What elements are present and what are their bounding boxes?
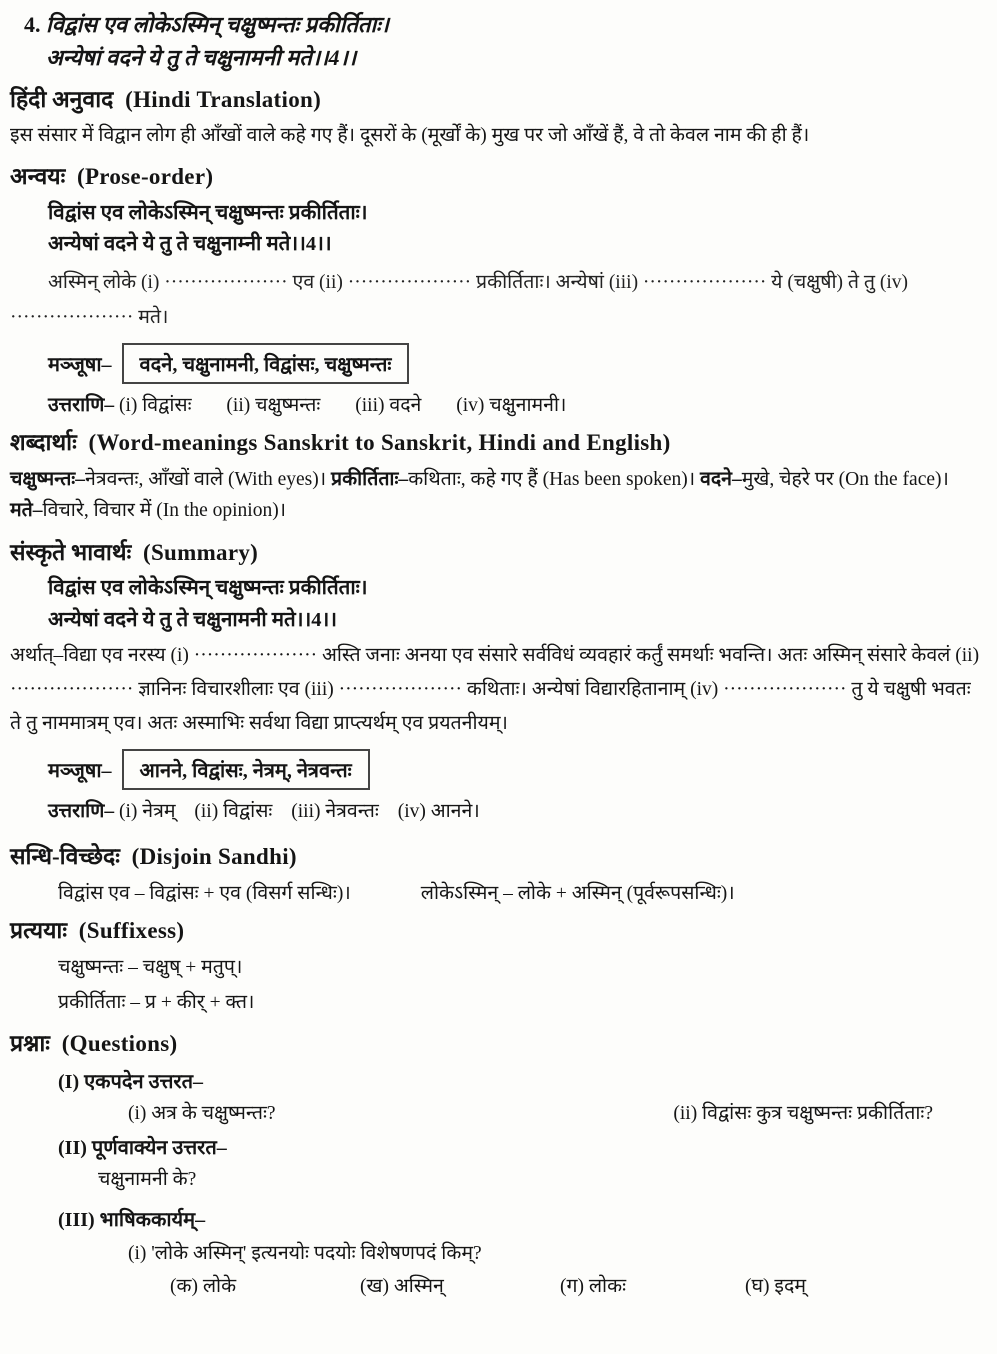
hindi-translation-body: इस संसार में विद्वान लोग ही आँखों वाले कहे गए हैं। दूसरों के (मूर्खों के) मुख पर जो आँखें हैं, वे तो केवल नाम की ही हैं। (10, 124, 810, 146)
summary-heading (10, 539, 985, 568)
question-3-label: (III) भाषिककार्यम्– (58, 1208, 206, 1231)
answers-line-1 (48, 390, 985, 417)
heading-devanagari: संस्कृते भावार्थः (10, 539, 132, 565)
suffix-example-2: प्रकीर्तिताः – प्र + कीर् + क्त। (58, 991, 255, 1013)
verse-line-1: विद्वांस एव लोकेऽस्मिन् चक्षुष्मन्तः प्रकीर्तिताः। (48, 577, 368, 600)
heading-devanagari: शब्दार्थाः (10, 430, 77, 456)
summary-paragraph: अर्थात्–विद्या एव नरस्य (i) ··················· अस्ति जनाः अनया एव संसारे सर्वविधं व्यवहारं कर्तुं समर्थाः भवन्ति। अतः अस्मिन् संसारे केवलं (ii) ··················· ज्ञानिनः विचारशीलाः एव (iii) ··················· कथिताः। अन्येषां विद्यारहितानाम् (iv) ··················· तु ये चक्षुषी भवतः ते तु नाममात्रम् एव। अतः अस्माभिः सर्वथा विद्या प्राप्त्यर्थम् एव प्रयतनीयम्। (10, 644, 980, 735)
sandhi-examples (58, 878, 985, 905)
questions-heading (10, 1030, 985, 1059)
suffixes-heading (10, 917, 985, 946)
verse-line-2: अन्येषां वदने ये तु ते चक्षुनामनी मते।।4।। (48, 609, 338, 632)
option-ka: (क) लोके (170, 1275, 237, 1297)
heading-english: (Word-meanings Sanskrit to Sanskrit, Hindi and English) (88, 430, 671, 456)
hindi-translation-heading (10, 86, 985, 115)
word-meanings-heading (10, 429, 985, 458)
sandhi-example-1: विद्वांस एव – विद्वांसः + एव (विसर्ग सन्धिः)। (58, 882, 351, 904)
anvaya-verse (48, 198, 985, 262)
suffix-example-1: चक्षुष्मन्तः – चक्षुष् + मतुप्। (58, 956, 243, 978)
question-3-i: (i) 'लोके अस्मिन्' इत्यनयोः पदयोः विशेषणपदं किम्? (128, 1242, 482, 1264)
heading-english: (Suffixess) (78, 917, 185, 943)
mcq-options (170, 1271, 985, 1298)
sandhi-heading (10, 843, 985, 872)
verse-number: 4. (24, 12, 41, 37)
manjusha-label: मञ्जूषा– (48, 760, 112, 783)
prose-order-heading (10, 163, 985, 192)
answers-line-2 (48, 796, 985, 823)
answer-item: (iii) नेत्रवन्तः (291, 801, 379, 823)
term: प्रकीर्तिताः– (331, 469, 409, 491)
answer-item: (iii) वदने (355, 395, 422, 417)
meaning: विचारे, विचार में (In the opinion)। (42, 500, 287, 522)
manjusha-box-1 (48, 343, 985, 384)
answer-item: (ii) चक्षुष्मन्तः (226, 395, 321, 417)
answers-label: उत्तराणि– (48, 801, 115, 823)
word-meanings-body (10, 464, 985, 526)
heading-english: (Prose-order) (76, 163, 214, 189)
verse-line-1: विद्वांस एव लोकेऽस्मिन् चक्षुष्मन्तः प्रकीर्तिताः। (46, 12, 389, 37)
answer-item: (iv) आनने। (397, 801, 480, 823)
manjusha-words: आनने, विद्वांसः, नेत्रम्, नेत्रवन्तः (122, 749, 370, 790)
heading-devanagari: अन्वयः (10, 163, 66, 189)
heading-devanagari: हिंदी अनुवाद (10, 87, 114, 112)
anvaya-fill-in-blanks: अस्मिन् लोके (i) ··················· एव (ii) ··················· प्रकीर्तिताः। अन्येषां (iii) ··················· ये (चक्षुषी) ते तु (iv) ··················· मते। (10, 272, 909, 329)
sandhi-example-2: लोकेऽस्मिन् – लोके + अस्मिन् (पूर्वरूपसन्धिः)। (420, 882, 735, 904)
heading-english: (Summary) (142, 539, 259, 565)
manjusha-box-2 (48, 749, 985, 790)
manjusha-words: वदने, चक्षुनामनी, विद्वांसः, चक्षुष्मन्तः (122, 343, 410, 384)
question-1-label: (I) एकपदेन उत्तरत– (58, 1070, 203, 1093)
summary-verse (48, 573, 985, 637)
meaning: मुखे, चेहरे पर (On the face)। (741, 469, 949, 491)
question-2-sub: चक्षुनामनी के? (98, 1168, 197, 1190)
answer-item: (iv) चक्षुनामनी। (456, 395, 567, 417)
verse-line-2: अन्येषां वदने ये तु ते चक्षुनाम्नी मते।।4।। (48, 233, 332, 256)
heading-devanagari: प्रश्नाः (10, 1031, 50, 1057)
question-2-label: (II) पूर्णवाक्येन उत्तरत– (58, 1136, 227, 1159)
answer-item: (i) विद्वांसः (118, 395, 192, 417)
option-ga: (ग) लोकः (560, 1275, 627, 1297)
heading-english: (Questions) (61, 1031, 178, 1057)
heading-devanagari: प्रत्ययाः (10, 917, 68, 943)
question-1-ii: (ii) विद्वांसः कुत्र चक्षुष्मन्तः प्रकीर्तिताः? (673, 1102, 933, 1124)
answer-item: (ii) विद्वांसः (194, 801, 273, 823)
manjusha-label: मञ्जूषा– (48, 354, 112, 377)
heading-english: (Disjoin Sandhi) (131, 844, 297, 870)
shloka-block (10, 8, 985, 74)
meaning: कथिताः, कहे गए हैं (Has been spoken)। (408, 469, 700, 491)
heading-devanagari: सन्धि-विच्छेदः (10, 844, 120, 870)
answers-label: उत्तराणि– (48, 395, 115, 417)
question-1-i: (i) अत्र के चक्षुष्मन्तः? (128, 1102, 276, 1124)
verse-line-2: अन्येषां वदने ये तु ते चक्षुनामनी मते।।4।। (46, 45, 357, 70)
term: मते– (10, 500, 43, 522)
term: चक्षुष्मन्तः– (10, 469, 85, 491)
question-1-items (128, 1098, 985, 1125)
option-kha: (ख) अस्मिन् (360, 1275, 444, 1297)
meaning: नेत्रवन्तः, आँखों वाले (With eyes)। (85, 469, 332, 491)
term: वदने– (699, 469, 742, 491)
option-gha: (घ) इदम् (745, 1275, 806, 1297)
heading-english: (Hindi Translation) (125, 87, 322, 112)
answer-item: (i) नेत्रम् (118, 801, 176, 823)
verse-line-1: विद्वांस एव लोकेऽस्मिन् चक्षुष्मन्तः प्रकीर्तिताः। (48, 201, 368, 224)
